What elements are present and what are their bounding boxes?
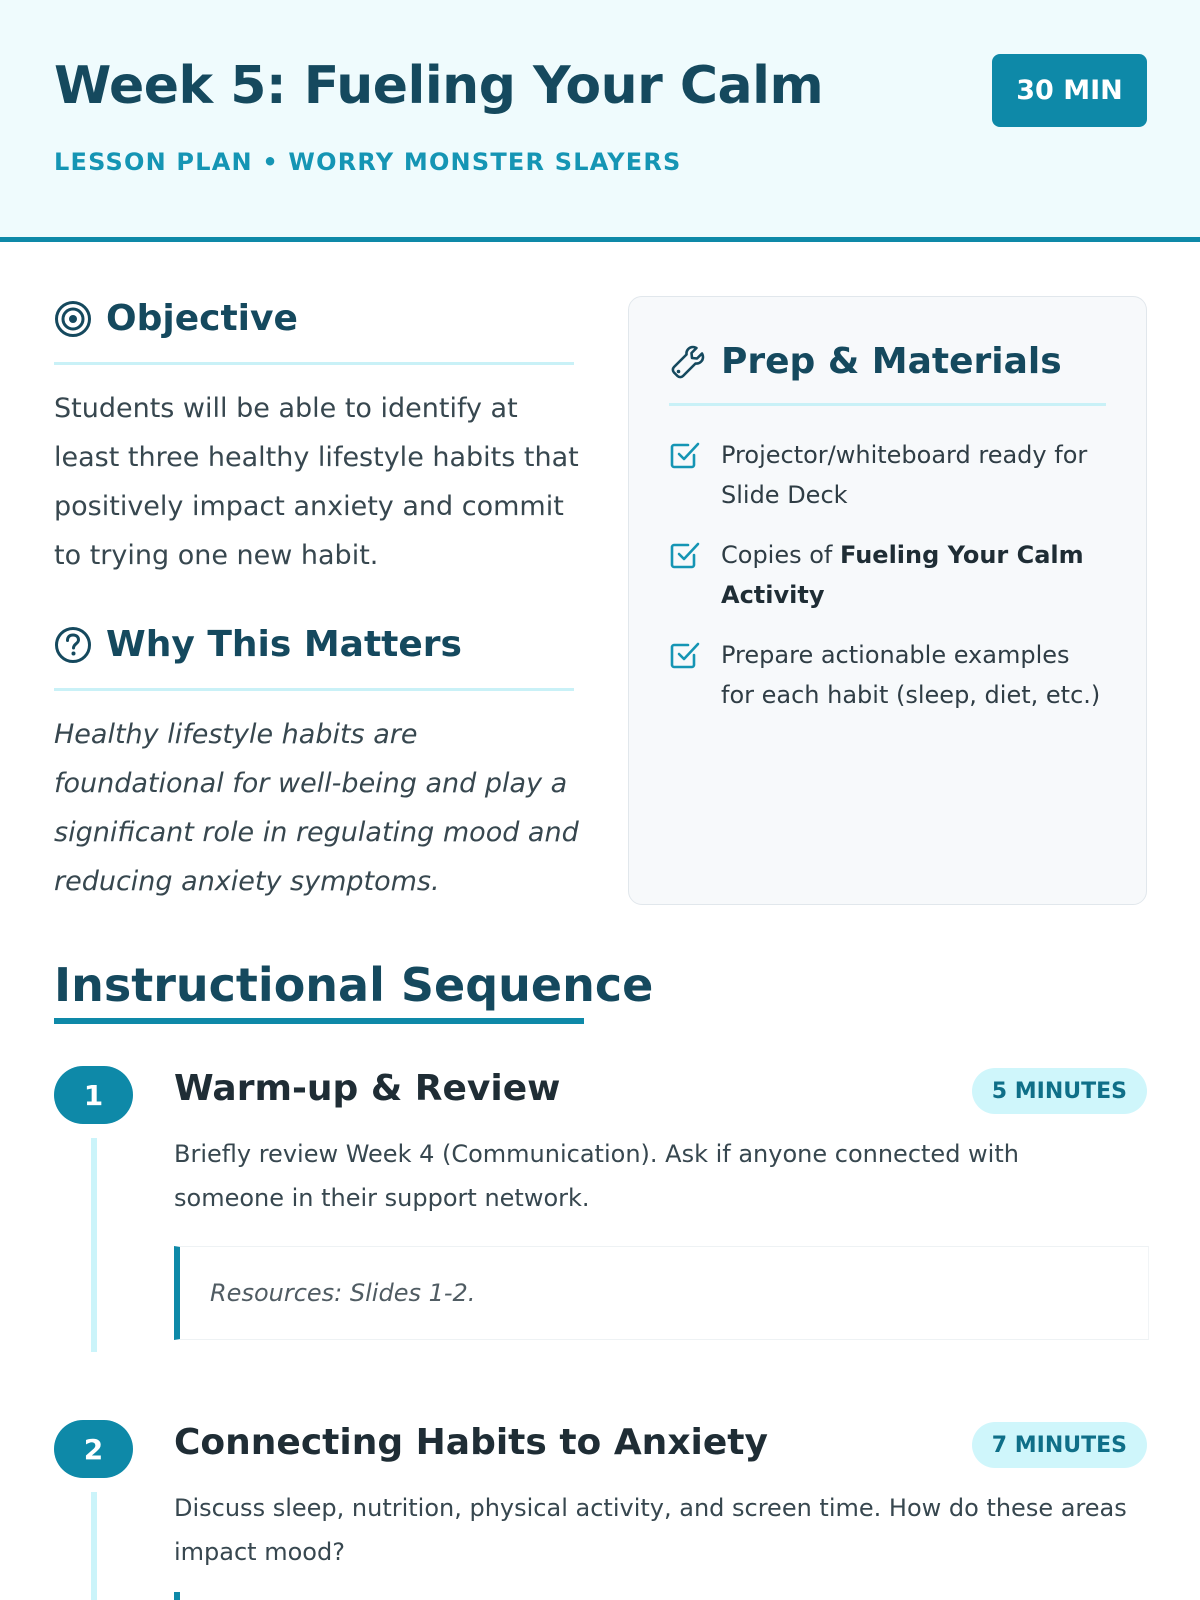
page-title: Week 5: Fueling Your Calm [54, 56, 824, 116]
step-number: 1 [54, 1066, 133, 1124]
prep-materials-card [628, 296, 1147, 905]
activity-name: Fueling Your Calm Activity [721, 541, 1084, 609]
objective-heading [54, 298, 298, 339]
step-duration-pill: 5 MINUTES [972, 1068, 1147, 1114]
prep-item-text: Prepare actionable examples for each habit (sleep, diet, etc.) [721, 641, 1101, 709]
lesson-header [0, 0, 1200, 242]
step-title: Connecting Habits to Anxiety [174, 1422, 768, 1463]
prep-item [669, 435, 1101, 515]
objective-divider [54, 362, 574, 365]
why-title: Why This Matters [106, 624, 462, 665]
step-description: Discuss sleep, nutrition, physical activity, and screen time. How do these areas impact mood? [174, 1494, 1127, 1566]
prep-item [669, 635, 1101, 715]
prep-item [669, 535, 1101, 615]
step-duration-pill: 7 MINUTES [972, 1422, 1147, 1468]
question-circle-icon [54, 626, 92, 664]
prep-heading [669, 341, 1062, 382]
step-resources: Resources: Slides 1-2. [174, 1246, 1149, 1340]
why-divider [54, 688, 574, 691]
prep-item-text: Projector/whiteboard ready for Slide Deck [721, 441, 1088, 509]
sequence-title: Instructional Sequence [54, 958, 654, 1012]
checkbox-checked-icon [669, 639, 701, 715]
step-description: Briefly review Week 4 (Communication). Ask if anyone connected with someone in their support network. [174, 1140, 1019, 1212]
prep-item-prefix: Copies of [721, 541, 841, 569]
why-heading [54, 624, 462, 665]
step-connector [91, 1138, 97, 1352]
duration-badge: 30 MIN [992, 54, 1147, 127]
objective-title: Objective [106, 298, 298, 339]
prep-title: Prep & Materials [721, 341, 1062, 382]
checkbox-checked-icon [669, 439, 701, 515]
wrench-icon [669, 343, 707, 381]
page-subtitle: LESSON PLAN • WORRY MONSTER SLAYERS [54, 148, 682, 176]
step-number: 2 [54, 1420, 133, 1478]
step-connector [91, 1492, 97, 1600]
step-title: Warm-up & Review [174, 1068, 561, 1109]
checkbox-checked-icon [669, 539, 701, 615]
prep-item-text [721, 535, 1101, 615]
why-text: Healthy lifestyle habits are foundational for well-being and play a significant role in regulating mood and reducing anxiety symptoms. [54, 719, 579, 897]
prep-divider [669, 403, 1106, 406]
step-resources-edge [174, 1592, 180, 1600]
objective-text: Students will be able to identify at least three healthy lifestyle habits that positively impact anxiety and commit to trying one new habit. [54, 393, 579, 571]
target-icon [54, 300, 92, 338]
sequence-underline [54, 1018, 584, 1024]
